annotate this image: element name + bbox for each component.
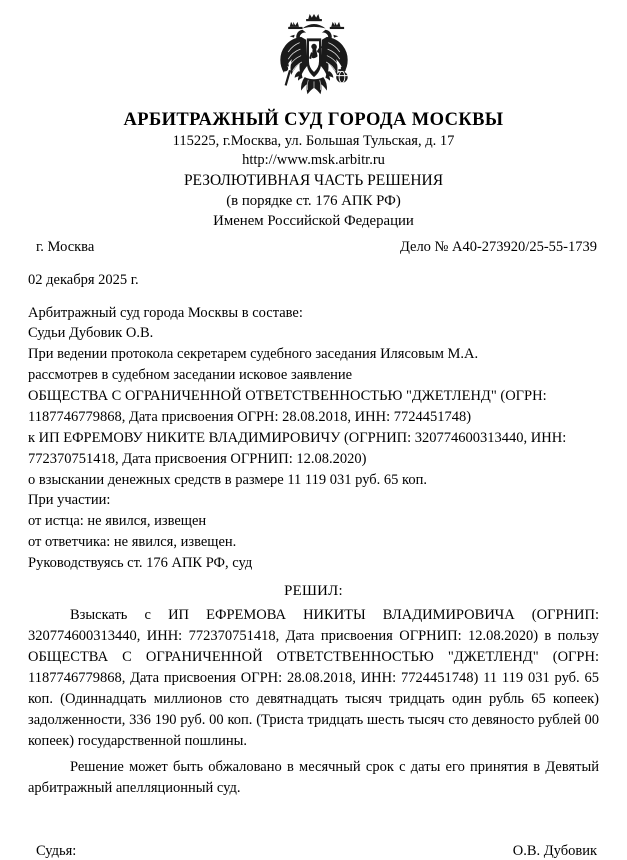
judge-line: Судьи Дубовик О.В. xyxy=(28,325,154,342)
document-meta-row xyxy=(28,239,599,256)
considered-claim-line: рассмотрев в судебном заседании исковое заявление xyxy=(28,367,353,384)
case-number: Дело № А40-273920/25-55-1739 xyxy=(399,238,597,255)
plaintiff-line-2: 1187746779868, Дата присвоения ОГРН: 28.08.2018, ИНН: 7724451748) xyxy=(28,408,472,425)
document-body xyxy=(28,303,599,800)
ruling-appeal-paragraph: Решение может быть обжаловано в месячный срок с даты его принятия в Девятый арбитражный апелляционный суд. xyxy=(28,759,599,797)
signature-label: Судья: xyxy=(36,843,77,860)
attendance-plaintiff: от истца: не явился, извещен xyxy=(28,513,207,530)
city-label: г. Москва xyxy=(36,238,95,255)
court-title: АРБИТРАЖНЫЙ СУД ГОРОДА МОСКВЫ xyxy=(123,110,504,130)
russian-coat-of-arms-icon xyxy=(271,11,357,103)
in-name-of-federation: Именем Российской Федерации xyxy=(213,212,414,229)
guided-by-line: Руководствуясь ст. 176 АПК РФ, суд xyxy=(28,555,253,572)
claim-subject-line: о взыскании денежных средств в размере 11 119 031 руб. 65 коп. xyxy=(28,471,427,488)
court-composition-line: Арбитражный суд города Москвы в составе: xyxy=(28,304,303,321)
plaintiff-line-1: ОБЩЕСТВА С ОГРАНИЧЕННОЙ ОТВЕТСТВЕННОСТЬЮ "ДЖЕТЛЕНД" (ОГРН: xyxy=(28,388,547,405)
document-legal-basis: (в порядке ст. 176 АПК РФ) xyxy=(226,192,401,209)
document-kind-title: РЕЗОЛЮТИВНАЯ ЧАСТЬ РЕШЕНИЯ xyxy=(183,172,444,190)
ruling-main-paragraph: Взыскать с ИП ЕФРЕМОВА НИКИТЫ ВЛАДИМИРОВИЧА (ОГРНИП: 320774600313440, ИНН: 772370751418, Дата присвоения ОГРНИП: 12.08.2020) в пользу ОБЩЕСТВА С ОГРАНИЧЕННОЙ ОТВЕТСТВЕННОСТЬЮ "ДЖЕТЛЕНД" (ОГРН: 1187746779868, Дата присвоения ОГРН: 28.08.2018, ИНН: 7724451748) 11 119 031 руб. 65 коп. (Одиннадцать миллионов сто девятнадцать тысяч тридцать один рубль 65 копеек) задолженности, 336 190 руб. 00 коп. (Триста тридцать шесть тысяч сто девяносто рублей 00 копеек) государственной пошлины. xyxy=(28,606,599,749)
defendant-line-1: к ИП ЕФРЕМОВУ НИКИТЕ ВЛАДИМИРОВИЧУ (ОГРНИП: 320774600313440, ИНН: xyxy=(28,429,567,446)
document-header xyxy=(28,109,599,232)
secretary-line: При ведении протокола секретарем судебного заседания Илясовым М.А. xyxy=(28,346,479,363)
court-website-url: http://www.msk.arbitr.ru xyxy=(242,151,385,168)
attendance-heading: При участии: xyxy=(28,492,111,509)
defendant-line-2: 772370751418, Дата присвоения ОГРНИП: 12.08.2020) xyxy=(28,450,367,467)
document-date: 02 декабря 2025 г. xyxy=(28,271,139,288)
signature-row xyxy=(28,843,599,860)
resolution-keyword: РЕШИЛ: xyxy=(284,582,343,599)
attendance-defendant: от ответчика: не явился, извещен. xyxy=(28,534,237,551)
court-address: 115225, г.Москва, ул. Большая Тульская, д. 17 xyxy=(172,132,455,149)
emblem-container xyxy=(28,0,599,103)
signature-name: О.В. Дубовик xyxy=(512,843,597,860)
